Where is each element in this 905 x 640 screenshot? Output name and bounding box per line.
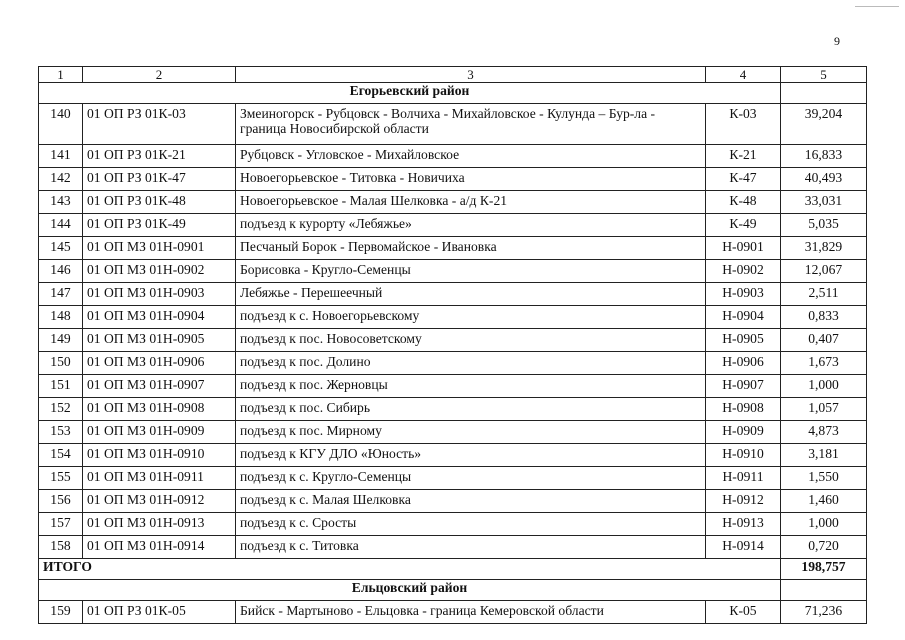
section-blank-cell: [781, 580, 867, 601]
row-number: 146: [39, 260, 83, 283]
road-name: подъезд к курорту «Лебяжье»: [236, 214, 706, 237]
row-number: 150: [39, 352, 83, 375]
section-title: Ельцовский район: [39, 580, 781, 601]
road-length: 1,673: [781, 352, 867, 375]
table-row: [39, 306, 867, 329]
section-title: Егорьевский район: [39, 83, 781, 104]
table-row: [39, 214, 867, 237]
road-index: Н-0903: [706, 283, 781, 306]
road-name: подъезд к пос. Сибирь: [236, 398, 706, 421]
row-number: 141: [39, 145, 83, 168]
row-number: 154: [39, 444, 83, 467]
road-code: 01 ОП РЗ 01К-47: [83, 168, 236, 191]
row-number: 144: [39, 214, 83, 237]
row-number: 157: [39, 513, 83, 536]
road-code: 01 ОП РЗ 01К-05: [83, 601, 236, 624]
road-code: 01 ОП МЗ 01Н-0911: [83, 467, 236, 490]
road-length: 0,833: [781, 306, 867, 329]
road-name: подъезд к пос. Жерновцы: [236, 375, 706, 398]
road-length: 1,550: [781, 467, 867, 490]
road-length: 2,511: [781, 283, 867, 306]
road-index: К-05: [706, 601, 781, 624]
road-index: Н-0910: [706, 444, 781, 467]
row-number: 148: [39, 306, 83, 329]
section-header-row: [39, 580, 867, 601]
road-length: 71,236: [781, 601, 867, 624]
table-row: [39, 444, 867, 467]
total-label: ИТОГО: [39, 559, 781, 580]
road-index: Н-0908: [706, 398, 781, 421]
road-index: Н-0913: [706, 513, 781, 536]
page-number: 9: [834, 34, 840, 48]
road-code: 01 ОП МЗ 01Н-0905: [83, 329, 236, 352]
row-number: 145: [39, 237, 83, 260]
road-length: 40,493: [781, 168, 867, 191]
row-number: 151: [39, 375, 83, 398]
road-length: 0,720: [781, 536, 867, 559]
table-row: [39, 490, 867, 513]
road-code: 01 ОП МЗ 01Н-0907: [83, 375, 236, 398]
road-index: К-47: [706, 168, 781, 191]
road-code: 01 ОП МЗ 01Н-0909: [83, 421, 236, 444]
road-code: 01 ОП МЗ 01Н-0914: [83, 536, 236, 559]
total-value: 198,757: [781, 559, 867, 580]
road-length: 1,460: [781, 490, 867, 513]
road-length: 33,031: [781, 191, 867, 214]
table-row: [39, 104, 867, 145]
road-code: 01 ОП МЗ 01Н-0903: [83, 283, 236, 306]
corner-mark: [855, 0, 899, 7]
road-index: Н-0914: [706, 536, 781, 559]
road-length: 1,000: [781, 513, 867, 536]
road-code: 01 ОП РЗ 01К-21: [83, 145, 236, 168]
road-code: 01 ОП МЗ 01Н-0901: [83, 237, 236, 260]
road-name: подъезд к с. Кругло-Семенцы: [236, 467, 706, 490]
road-name: подъезд к пос. Долино: [236, 352, 706, 375]
road-code: 01 ОП МЗ 01Н-0904: [83, 306, 236, 329]
header-cell-2: 2: [83, 67, 236, 83]
road-name: подъезд к КГУ ДЛО «Юность»: [236, 444, 706, 467]
road-index: К-48: [706, 191, 781, 214]
road-name: Бийск - Мартыново - Ельцовка - граница Кемеровской области: [236, 601, 706, 624]
road-name: подъезд к с. Сросты: [236, 513, 706, 536]
road-index: К-21: [706, 145, 781, 168]
road-index: Н-0909: [706, 421, 781, 444]
road-name: Рубцовск - Угловское - Михайловское: [236, 145, 706, 168]
road-length: 16,833: [781, 145, 867, 168]
road-name: Борисовка - Кругло-Семенцы: [236, 260, 706, 283]
total-row: [39, 559, 867, 580]
road-name: Змеиногорск - Рубцовск - Волчиха - Михайловское - Кулунда – Бур-ла - граница Новосибирской области: [236, 104, 706, 145]
row-number: 155: [39, 467, 83, 490]
road-index: Н-0902: [706, 260, 781, 283]
table-row: [39, 375, 867, 398]
road-code: 01 ОП МЗ 01Н-0913: [83, 513, 236, 536]
road-name: Новоегорьевское - Титовка - Новичиха: [236, 168, 706, 191]
roads-table: [38, 66, 867, 624]
road-name: подъезд к с. Новоегорьевскому: [236, 306, 706, 329]
road-index: Н-0901: [706, 237, 781, 260]
road-index: Н-0912: [706, 490, 781, 513]
road-code: 01 ОП МЗ 01Н-0902: [83, 260, 236, 283]
road-length: 0,407: [781, 329, 867, 352]
road-length: 31,829: [781, 237, 867, 260]
row-number: 142: [39, 168, 83, 191]
table-row: [39, 352, 867, 375]
row-number: 147: [39, 283, 83, 306]
section-header-row: [39, 83, 867, 104]
road-code: 01 ОП МЗ 01Н-0910: [83, 444, 236, 467]
header-cell-4: 4: [706, 67, 781, 83]
table-row: [39, 329, 867, 352]
road-name: подъезд к с. Малая Шелковка: [236, 490, 706, 513]
header-row: [39, 67, 867, 83]
table-row: [39, 398, 867, 421]
table-row: [39, 145, 867, 168]
road-name: Песчаный Борок - Первомайское - Ивановка: [236, 237, 706, 260]
row-number: 140: [39, 104, 83, 145]
road-name: подъезд к пос. Новосоветскому: [236, 329, 706, 352]
road-code: 01 ОП МЗ 01Н-0912: [83, 490, 236, 513]
row-number: 149: [39, 329, 83, 352]
table-row: [39, 283, 867, 306]
table-row: [39, 237, 867, 260]
table-row: [39, 467, 867, 490]
road-length: 1,000: [781, 375, 867, 398]
header-cell-3: 3: [236, 67, 706, 83]
table-row: [39, 260, 867, 283]
header-cell-1: 1: [39, 67, 83, 83]
road-code: 01 ОП МЗ 01Н-0908: [83, 398, 236, 421]
road-index: Н-0911: [706, 467, 781, 490]
row-number: 158: [39, 536, 83, 559]
row-number: 159: [39, 601, 83, 624]
row-number: 143: [39, 191, 83, 214]
road-length: 5,035: [781, 214, 867, 237]
header-cell-5: 5: [781, 67, 867, 83]
table-row: [39, 421, 867, 444]
row-number: 156: [39, 490, 83, 513]
road-index: К-49: [706, 214, 781, 237]
table-row: [39, 191, 867, 214]
road-length: 3,181: [781, 444, 867, 467]
road-name: подъезд к пос. Мирному: [236, 421, 706, 444]
road-length: 4,873: [781, 421, 867, 444]
table-row: [39, 601, 867, 624]
table-row: [39, 536, 867, 559]
road-length: 12,067: [781, 260, 867, 283]
road-name: Новоегорьевское - Малая Шелковка - а/д К-21: [236, 191, 706, 214]
road-length: 39,204: [781, 104, 867, 145]
road-name: Лебяжье - Перешеечный: [236, 283, 706, 306]
road-name: подъезд к с. Титовка: [236, 536, 706, 559]
road-index: Н-0907: [706, 375, 781, 398]
row-number: 152: [39, 398, 83, 421]
road-code: 01 ОП РЗ 01К-03: [83, 104, 236, 145]
table-row: [39, 168, 867, 191]
table-row: [39, 513, 867, 536]
roads-table-body: [39, 67, 867, 624]
row-number: 153: [39, 421, 83, 444]
road-code: 01 ОП МЗ 01Н-0906: [83, 352, 236, 375]
road-index: К-03: [706, 104, 781, 145]
section-blank-cell: [781, 83, 867, 104]
road-length: 1,057: [781, 398, 867, 421]
road-index: Н-0906: [706, 352, 781, 375]
road-index: Н-0904: [706, 306, 781, 329]
road-index: Н-0905: [706, 329, 781, 352]
road-code: 01 ОП РЗ 01К-49: [83, 214, 236, 237]
road-code: 01 ОП РЗ 01К-48: [83, 191, 236, 214]
